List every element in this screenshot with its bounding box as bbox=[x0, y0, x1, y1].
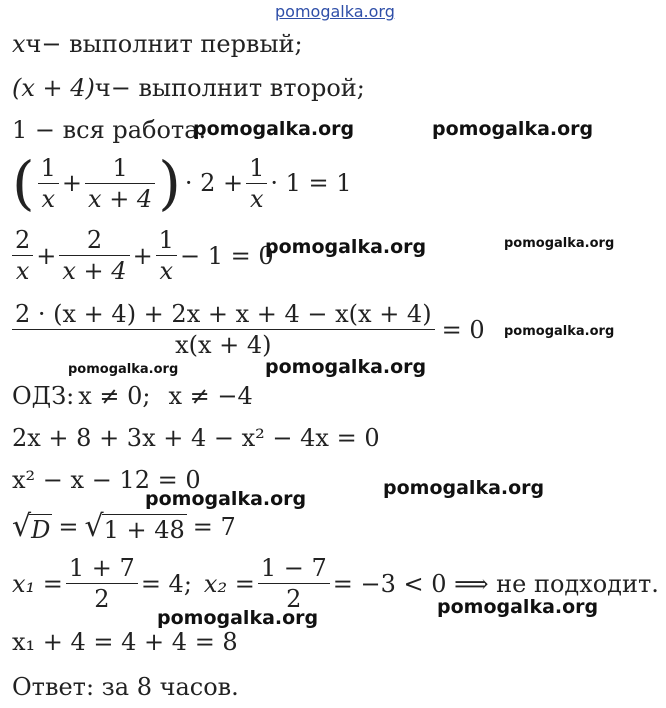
condition-2: x ≠ −4 bbox=[168, 382, 253, 410]
watermark: pomogalka.org bbox=[432, 118, 594, 140]
watermark: pomogalka.org bbox=[157, 607, 319, 629]
right-paren: ) bbox=[158, 149, 181, 217]
watermark: pomogalka.org bbox=[437, 596, 599, 618]
fraction-1-over-x: $\frac{1}{x}$ bbox=[156, 228, 177, 283]
line-8-text: 2x + 8 + 3x + 4 − x² − 4x = 0 bbox=[12, 424, 380, 452]
line-12 bbox=[12, 630, 238, 654]
line-1-text: − выполнит первый; bbox=[41, 30, 303, 58]
watermark: pomogalka.org bbox=[265, 236, 427, 258]
root-x2-value: = −3 < 0 ⟹ не подходит. bbox=[332, 569, 659, 598]
watermark: pomogalka.org bbox=[504, 236, 615, 251]
line-5-equation: $\frac{2}{x}$ + $\frac{2}{x + 4}$ + $\frac{1}{x}$ − 1 = 0 bbox=[12, 228, 274, 283]
watermark: pomogalka.org bbox=[193, 118, 355, 140]
sqrt-49: √ 1 + 48 bbox=[84, 509, 185, 544]
line-4-equation: ( $\frac{1}{x}$ + $\frac{1}{x + 4}$ ) · 2 + $\frac{1}{x}$ · 1 = 1 bbox=[12, 149, 352, 217]
fraction-root-2: $\frac{1 - 7}{2}$ bbox=[258, 556, 330, 611]
line-4-tail: · 1 = 1 bbox=[270, 169, 352, 197]
sqrt-d: √ D bbox=[12, 509, 51, 544]
line-10-discriminant: √ D = √ 1 + 48 = 7 bbox=[12, 509, 236, 544]
fraction-1-over-x-plus-4: $\frac{1}{x + 4}$ bbox=[85, 156, 155, 211]
root-x1-label: x₁ = bbox=[12, 569, 63, 598]
line-4-middle: · 2 + bbox=[184, 169, 244, 197]
unit-hours: ч bbox=[25, 30, 42, 58]
root-x1-value: = 4; bbox=[140, 569, 192, 598]
answer-text: Ответ: за 8 часов. bbox=[12, 673, 239, 701]
line-7-domain bbox=[12, 384, 253, 408]
watermark-top: pomogalka.org bbox=[275, 2, 395, 21]
expr-x-plus-4: (x + 4) bbox=[12, 74, 95, 102]
line-1 bbox=[12, 32, 303, 56]
line-6-equation bbox=[12, 302, 485, 357]
line-2-text: − выполнит второй; bbox=[110, 74, 365, 102]
fraction-root-1: $\frac{1 + 7}{2}$ bbox=[66, 556, 138, 611]
line-6-tail: = 0 bbox=[441, 315, 485, 344]
variable-x: x bbox=[12, 30, 26, 58]
line-9-text: x² − x − 12 = 0 bbox=[12, 466, 201, 494]
watermark: pomogalka.org bbox=[145, 488, 307, 510]
watermark: pomogalka.org bbox=[504, 324, 615, 339]
watermark: pomogalka.org bbox=[383, 477, 545, 499]
fraction-2-over-x: $\frac{2}{x}$ bbox=[12, 228, 33, 283]
watermark: pomogalka.org bbox=[68, 362, 179, 377]
line-10-result: = 7 bbox=[192, 513, 236, 541]
line-8 bbox=[12, 426, 380, 450]
fraction-2-over-x-plus-4: $\frac{2}{x + 4}$ bbox=[59, 228, 129, 283]
watermark: pomogalka.org bbox=[265, 356, 427, 378]
unit-hours: ч bbox=[94, 74, 111, 102]
root-x2-label: x₂ = bbox=[203, 569, 255, 598]
line-13-answer bbox=[12, 675, 239, 699]
line-3-text: 1 − вся работа. bbox=[12, 116, 207, 144]
fraction-combined: $\frac{2 \cdot (x + 4) + 2x + x + 4 - x(x + 4)}{x(x + 4)}$ bbox=[12, 302, 435, 357]
fraction-1-over-x: $\frac{1}{x}$ bbox=[246, 156, 267, 211]
left-paren: ( bbox=[12, 149, 35, 217]
line-12-text: x₁ + 4 = 4 + 4 = 8 bbox=[12, 628, 238, 656]
line-3 bbox=[12, 118, 206, 142]
line-5-tail: − 1 = 0 bbox=[179, 241, 274, 270]
odz-label: ОДЗ: bbox=[12, 382, 75, 410]
line-2 bbox=[12, 76, 365, 100]
condition-1: x ≠ 0; bbox=[78, 382, 151, 410]
fraction-1-over-x: $\frac{1}{x}$ bbox=[38, 156, 59, 211]
